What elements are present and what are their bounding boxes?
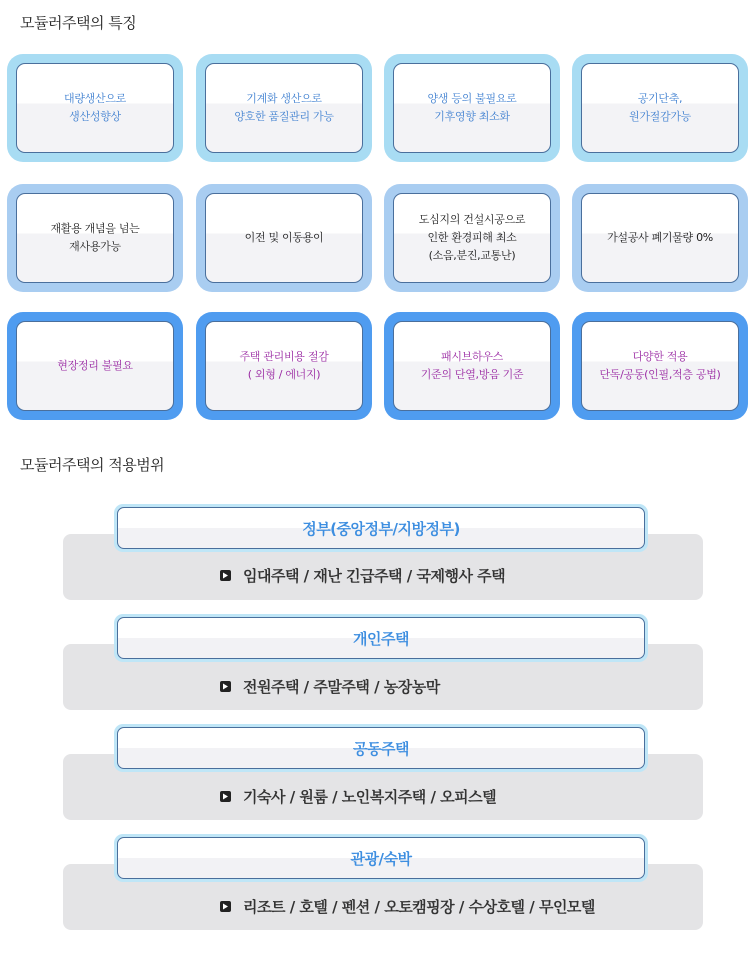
- feature-card: [7, 54, 183, 162]
- feature-text: 주택 관리비용 절감 ( 외형 / 에너지): [205, 321, 363, 411]
- scope-group-items: [220, 786, 496, 806]
- bullet-arrow-icon: [220, 791, 231, 802]
- feature-text: 재활용 개념을 넘는 재사용가능: [16, 193, 174, 283]
- scope-group-header: [114, 504, 648, 552]
- feature-text: 양생 등의 불필요로 기후영향 최소화: [393, 63, 551, 153]
- feature-text: 가설공사 폐기물량 0%: [581, 193, 739, 283]
- scope-group-items: [220, 565, 505, 585]
- scope-items-text: 전원주택 / 주말주택 / 농장농막: [243, 677, 440, 696]
- bullet-arrow-icon: [220, 681, 231, 692]
- feature-text: 현장정리 불필요: [16, 321, 174, 411]
- scope-group-items: [220, 896, 595, 916]
- feature-card: [196, 184, 372, 292]
- scope-header-label: 공동주택: [117, 727, 645, 769]
- scope-header-label: 정부(중앙정부/지방정부): [117, 507, 645, 549]
- scope-header-label: 관광/숙박: [117, 837, 645, 879]
- scope-group-header: [114, 724, 648, 772]
- feature-card: [7, 184, 183, 292]
- feature-text: 도심지의 건설시공으로 인한 환경피해 최소 (소음,분진,교통난): [393, 193, 551, 283]
- features-title: 모듈러주택의 특징: [20, 14, 137, 32]
- feature-card: [572, 184, 748, 292]
- scope-items-text: 기숙사 / 원룸 / 노인복지주택 / 오피스텔: [243, 787, 497, 806]
- scope-group-header: [114, 614, 648, 662]
- scope-group-items: [220, 676, 440, 696]
- feature-card: [572, 312, 748, 420]
- feature-card: [572, 54, 748, 162]
- feature-card: [384, 54, 560, 162]
- scope-header-label: 개인주택: [117, 617, 645, 659]
- feature-card: [196, 312, 372, 420]
- scope-title: 모듈러주택의 적용범위: [20, 456, 165, 474]
- bullet-arrow-icon: [220, 570, 231, 581]
- feature-card: [384, 184, 560, 292]
- scope-items-text: 임대주택 / 재난 긴급주택 / 국제행사 주택: [243, 566, 506, 585]
- scope-items-text: 리조트 / 호텔 / 펜션 / 오토캠핑장 / 수상호텔 / 무인모텔: [243, 897, 595, 916]
- feature-text: 기계화 생산으로 양호한 품질관리 가능: [205, 63, 363, 153]
- feature-text: 다양한 적용 단독/공동(인필,적층 공법): [581, 321, 739, 411]
- feature-card: [384, 312, 560, 420]
- feature-card: [7, 312, 183, 420]
- feature-text: 이전 및 이동용이: [205, 193, 363, 283]
- feature-text: 패시브하우스 기준의 단열,방음 기준: [393, 321, 551, 411]
- feature-text: 대량생산으로 생산성향상: [16, 63, 174, 153]
- feature-text: 공기단축, 원가절감가능: [581, 63, 739, 153]
- feature-card: [196, 54, 372, 162]
- bullet-arrow-icon: [220, 901, 231, 912]
- scope-group-header: [114, 834, 648, 882]
